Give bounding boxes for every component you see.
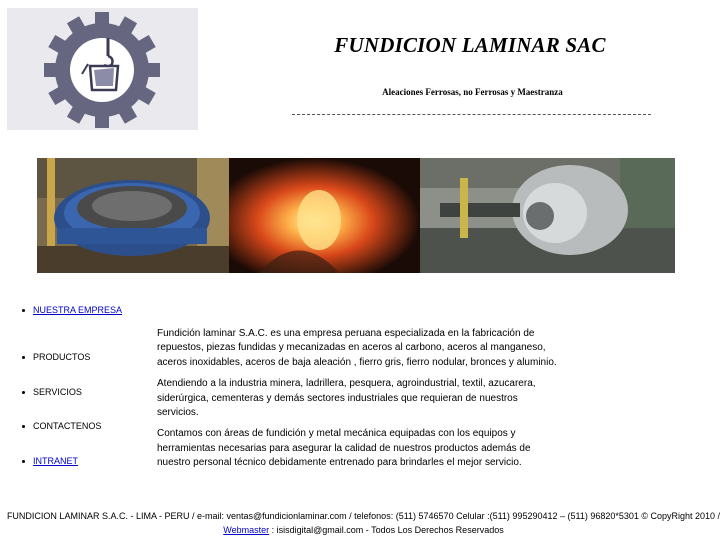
nav-link-nuestra-empresa[interactable]: NUESTRA EMPRESA xyxy=(33,305,123,315)
nav-item-nuestra-empresa[interactable] xyxy=(18,304,133,317)
main-content xyxy=(157,327,562,478)
gear-crucible-logo-icon xyxy=(7,8,198,130)
banner xyxy=(37,158,675,273)
machining-photo xyxy=(420,158,675,273)
nav-label-contactenos: CONTACTENOS xyxy=(33,421,102,431)
molten-metal-photo xyxy=(229,158,420,273)
company-logo xyxy=(7,8,198,130)
content-paragraph: Contamos con áreas de fundición y metal mecánica equipadas con los equipos y herramientas necesarias para asegurar la calidad de nuestros productos además de nuestro personal técnico debidamente entrenado para brindarles el mejor servicio. xyxy=(157,428,531,469)
site-subtitle: Aleaciones Ferrosas, no Ferrosas y Maestranza xyxy=(382,87,563,97)
content-paragraph: Atendiendo a la industria minera, ladrillera, pesquera, agroindustrial, textil, azucarera, siderúrgica, cementeras y demás sectores industriales que requieran de nuestros servicios. xyxy=(157,378,536,419)
footer-text: FUNDICION LAMINAR S.A.C. - LIMA - PERU / e-mail: ventas@fundicionlaminar.com / telefonos: (511) 5746570 Celular :(511) 995290412 – (511) 96820*5301 © CopyRight 2010 / xyxy=(6,511,721,521)
nav-label-productos: PRODUCTOS xyxy=(33,352,91,362)
nav-item-servicios[interactable] xyxy=(18,386,133,399)
nav-item-productos[interactable] xyxy=(18,351,133,364)
nav-label-servicios: SERVICIOS xyxy=(33,387,82,397)
foundry-part-photo xyxy=(37,158,229,273)
footer-text-end: : isisdigital@gmail.com - Todos Los Derechos Reservados xyxy=(269,525,504,535)
content-paragraph: Fundición laminar S.A.C. es una empresa peruana especializada en la fabricación de repuestos, piezas fundidas y mecanizadas en aceros al carbono, aceros al manganeso, aceros inoxidables, aceros de baja aleación , fierro gris, fierro nodular, bronces y aluminio. xyxy=(157,328,557,368)
site-title: FUNDICION LAMINAR SAC xyxy=(334,33,606,57)
footer xyxy=(0,509,727,537)
webmaster-link[interactable]: Webmaster xyxy=(223,525,270,535)
nav-item-contactenos[interactable] xyxy=(18,420,133,433)
header-divider xyxy=(292,114,651,115)
nav-link-intranet[interactable]: INTRANET xyxy=(33,456,78,466)
nav-item-intranet[interactable] xyxy=(18,455,133,468)
